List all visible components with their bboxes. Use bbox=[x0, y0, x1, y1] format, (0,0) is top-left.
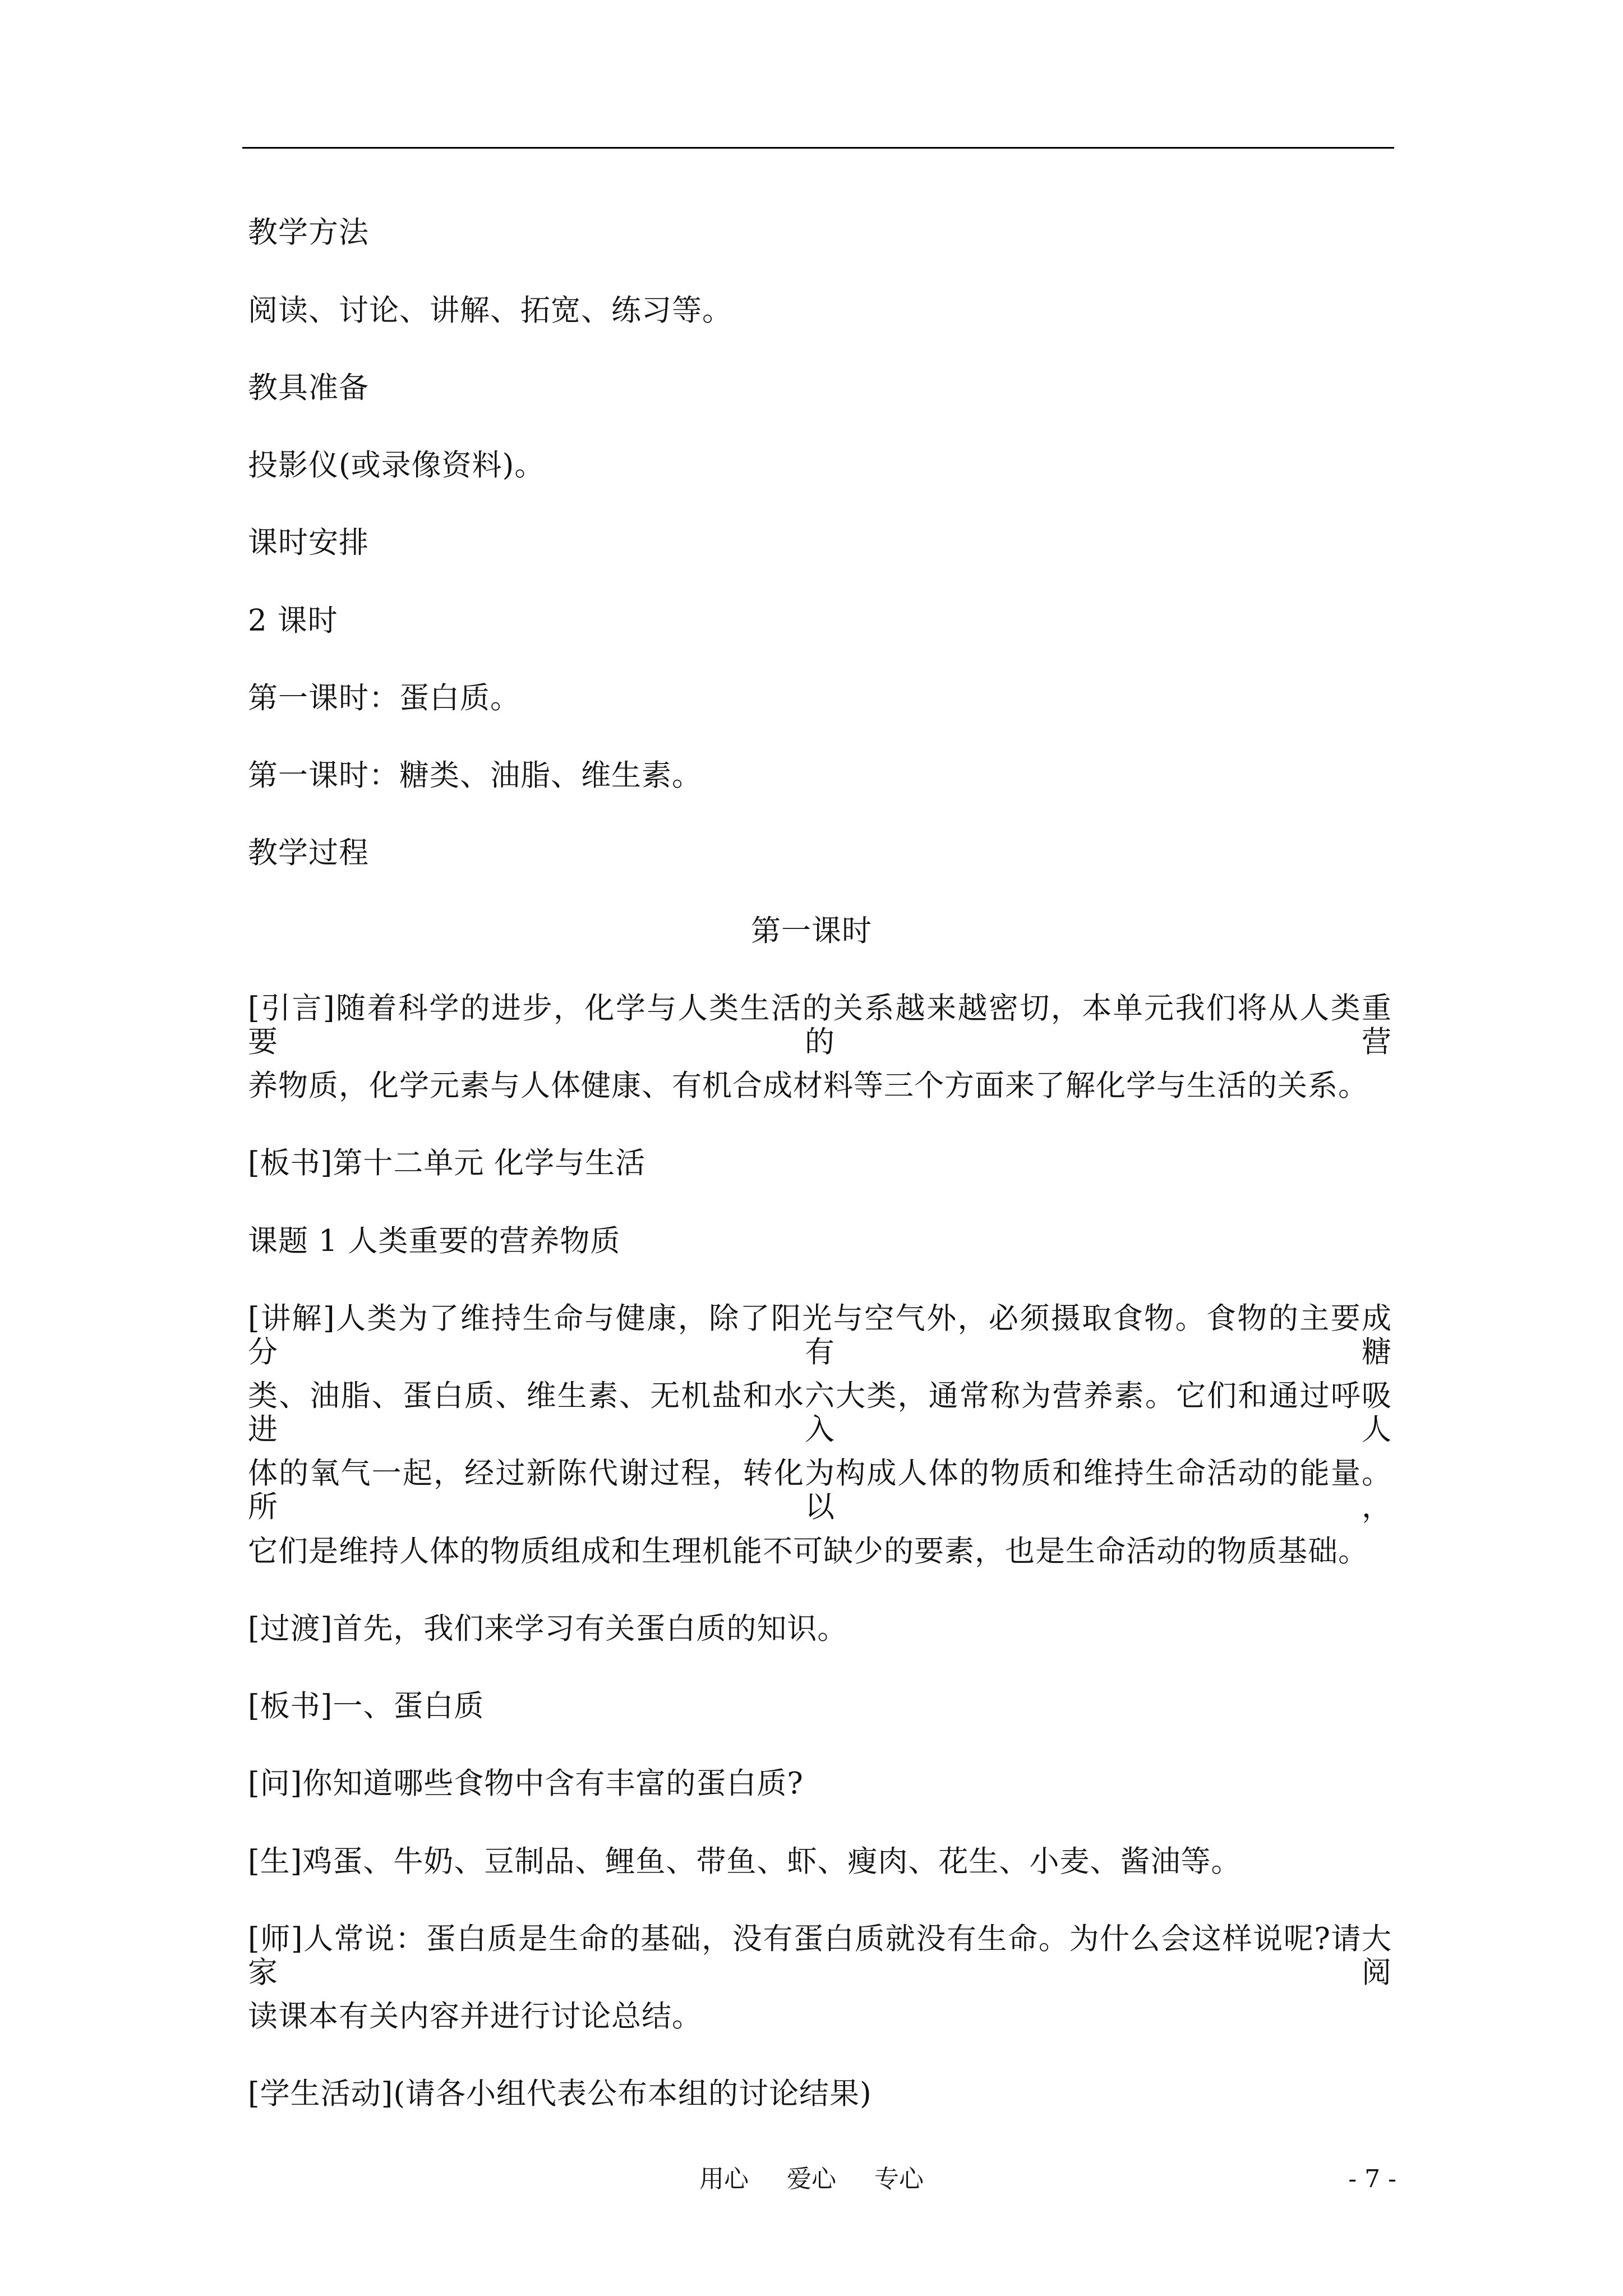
paragraph-line: 体的氧气一起，经过新陈代谢过程，转化为构成人体的物质和维持生命活动的能量。所以， bbox=[248, 1456, 1392, 1524]
heading-teaching-process: 教学过程 bbox=[248, 836, 369, 870]
paragraph-line: 投影仪(或录像资料)。 bbox=[248, 448, 545, 482]
paragraph-line: [师]人常说：蛋白质是生命的基础，没有蛋白质就没有生命。为什么会这样说呢?请大家阅 bbox=[248, 1922, 1392, 1990]
paragraph-line: 读课本有关内容并进行讨论总结。 bbox=[248, 1999, 702, 2033]
footer-word: 爱心 bbox=[787, 2165, 836, 2193]
heading-teaching-method: 教学方法 bbox=[248, 215, 369, 250]
heading-teaching-tools: 教具准备 bbox=[248, 371, 369, 405]
paragraph-line: 它们是维持人体的物质组成和生理机能不可缺少的要素，也是生命活动的物质基础。 bbox=[248, 1534, 1368, 1568]
paragraph-line: 类、油脂、蛋白质、维生素、无机盐和水六大类，通常称为营养素。它们和通过呼吸进入人 bbox=[248, 1379, 1392, 1447]
footer-word: 专心 bbox=[874, 2165, 924, 2193]
paragraph-line: [学生活动](请各小组代表公布本组的讨论结果) bbox=[248, 2077, 872, 2111]
board-note: [板书]一、蛋白质 bbox=[248, 1689, 485, 1723]
paragraph-line: 2 课时 bbox=[248, 604, 338, 638]
section-title: 第一课时 bbox=[751, 914, 872, 948]
paragraph-line: 养物质，化学元素与人体健康、有机合成材料等三个方面来了解化学与生活的关系。 bbox=[248, 1069, 1368, 1103]
lesson-title: 课题 1 人类重要的营养物质 bbox=[248, 1224, 621, 1258]
board-note: [板书]第十二单元 化学与生活 bbox=[248, 1146, 646, 1180]
header-rule bbox=[242, 147, 1394, 149]
paragraph-line: [讲解]人类为了维持生命与健康，除了阳光与空气外，必须摄取食物。食物的主要成分有糖 bbox=[248, 1301, 1392, 1369]
paragraph-line: [问]你知道哪些食物中含有丰富的蛋白质? bbox=[248, 1766, 804, 1801]
paragraph-line: 阅读、讨论、讲解、拓宽、练习等。 bbox=[248, 293, 732, 328]
paragraph-line: 第一课时：蛋白质。 bbox=[248, 681, 520, 715]
footer-word: 用心 bbox=[699, 2165, 749, 2193]
paragraph-line: [引言]随着科学的进步，化学与人类生活的关系越来越密切，本单元我们将从人类重要的营 bbox=[248, 991, 1392, 1059]
paragraph-line: [过渡]首先，我们来学习有关蛋白质的知识。 bbox=[248, 1612, 848, 1646]
paragraph-line: [生]鸡蛋、牛奶、豆制品、鲤鱼、带鱼、虾、瘦肉、花生、小麦、酱油等。 bbox=[248, 1844, 1242, 1879]
heading-schedule: 课时安排 bbox=[248, 526, 369, 560]
paragraph-line: 第一课时：糖类、油脂、维生素。 bbox=[248, 758, 702, 793]
page-number: - 7 - bbox=[1348, 2165, 1396, 2193]
